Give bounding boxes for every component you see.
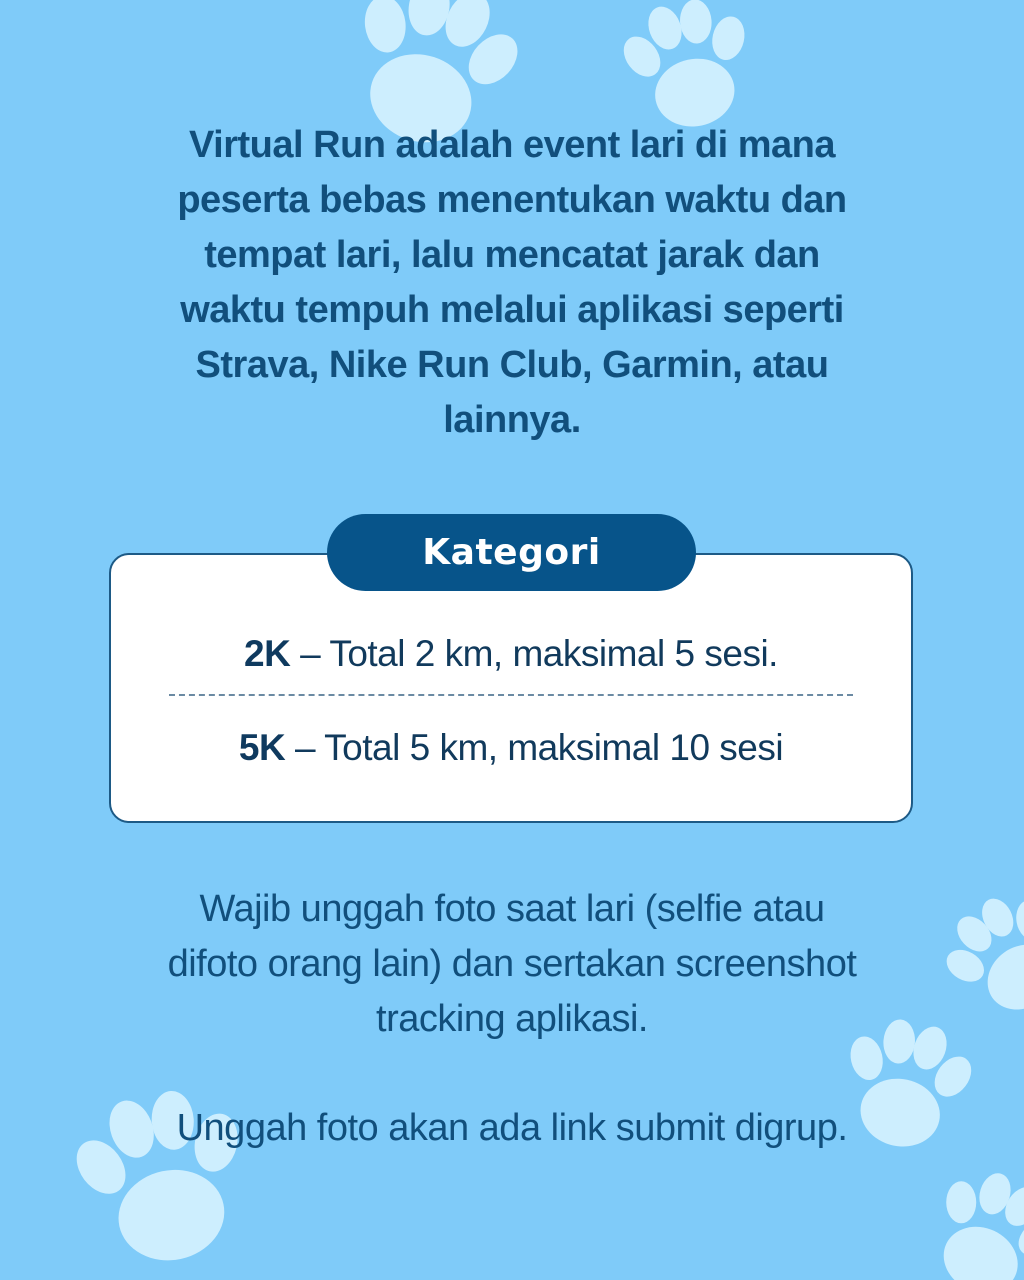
intro-line: Strava, Nike Run Club, Garmin, atau	[195, 344, 829, 386]
kategori-card	[109, 553, 913, 823]
upload-line: tracking aplikasi.	[376, 998, 648, 1040]
intro-line: peserta bebas menentukan waktu dan	[177, 179, 847, 221]
upload-line: difoto orang lain) dan sertakan screenshot	[167, 943, 857, 985]
kategori-title: Kategori	[422, 532, 601, 573]
upload-line: Wajib unggah foto saat lari (selfie atau	[199, 888, 825, 930]
intro-line: lainnya.	[443, 399, 581, 441]
upload-requirement	[100, 882, 924, 1047]
submit-note: Unggah foto akan ada link submit digrup.	[176, 1107, 848, 1149]
category-code: 2K	[244, 633, 291, 674]
category-code: 5K	[238, 727, 286, 768]
intro-line: Virtual Run adalah event lari di mana	[189, 124, 835, 166]
kategori-title-pill	[327, 514, 696, 591]
intro-line: tempat lari, lalu mencatat jarak dan	[204, 234, 820, 276]
category-description: – Total 2 km, maksimal 5 sesi.	[290, 633, 778, 674]
dashed-divider	[169, 694, 853, 696]
intro-paragraph	[150, 118, 874, 448]
category-row-5k	[111, 727, 911, 769]
intro-line: waktu tempuh melalui aplikasi seperti	[180, 289, 844, 331]
category-row-2k	[111, 633, 911, 675]
category-description: – Total 5 km, maksimal 10 sesi	[285, 727, 784, 768]
